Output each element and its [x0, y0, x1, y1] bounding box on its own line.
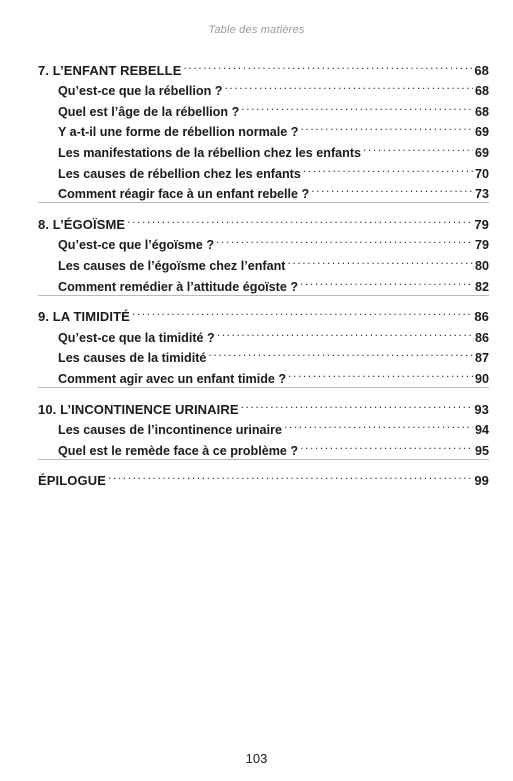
dot-leader: [183, 54, 472, 75]
toc-page-number: 68: [474, 84, 489, 99]
toc-chapter-entry: [38, 208, 489, 232]
toc-section-label: Les causes de rébellion chez les enfants: [58, 166, 301, 181]
table-of-contents: [38, 54, 489, 489]
dot-leader: [224, 75, 473, 96]
toc-chapter-label: 9. LA TIMIDITÉ: [38, 309, 130, 325]
toc-page-number: 87: [474, 351, 489, 366]
dot-leader: [301, 116, 473, 137]
toc-section-label: Comment agir avec un enfant timide ?: [58, 371, 287, 386]
toc-section-label: Les causes de la timidité: [58, 351, 207, 366]
toc-section-label: Qu’est-ce que la rébellion ?: [58, 84, 223, 99]
toc-page-number: 99: [474, 473, 489, 489]
toc-section-label: Les causes de l’incontinence urinaire: [58, 423, 282, 438]
dot-leader: [300, 434, 473, 455]
toc-page-number: 69: [474, 145, 489, 160]
toc-page-number: 79: [474, 238, 489, 253]
dot-leader: [303, 157, 473, 178]
dot-leader: [363, 136, 473, 157]
dot-leader: [300, 270, 473, 291]
toc-section-label: Quel est l’âge de la rébellion ?: [58, 104, 240, 119]
dot-leader: [127, 208, 472, 229]
dot-leader: [217, 321, 473, 342]
toc-section-label: Y a-t-il une forme de rébellion normale ?: [58, 125, 299, 140]
toc-page-number: 86: [474, 330, 489, 345]
dot-leader: [287, 249, 473, 270]
dot-leader: [284, 414, 473, 435]
toc-page-number: 68: [474, 104, 489, 119]
toc-section-label: Comment remédier à l’attitude égoïste ?: [58, 279, 299, 294]
toc-section-label: Comment réagir face à un enfant rebelle ?: [58, 187, 310, 202]
toc-chapter-entry: [38, 301, 489, 325]
page-number: 103: [245, 751, 268, 766]
toc-section-label: Quel est le remède face à ce problème ?: [58, 443, 299, 458]
toc-section-label: Qu’est-ce que l’égoïsme ?: [58, 238, 215, 253]
toc-page-number: 68: [474, 62, 489, 78]
toc-chapter-label: ÉPILOGUE: [38, 473, 106, 489]
toc-page-number: 90: [474, 371, 489, 386]
toc-page-number: 94: [474, 423, 489, 438]
dot-leader: [108, 465, 472, 486]
toc-chapter-label: 8. L’ÉGOÏSME: [38, 216, 126, 232]
toc-chapter-label: 7. L’ENFANT REBELLE: [38, 62, 182, 78]
toc-page-number: 73: [474, 187, 489, 202]
dot-leader: [311, 178, 473, 199]
dot-leader: [288, 362, 473, 383]
toc-chapter-entry: [38, 393, 489, 417]
toc-section-label: Les manifestations de la rébellion chez les enfants: [58, 145, 362, 160]
toc-page-number: 95: [474, 443, 489, 458]
toc-page-number: 82: [474, 279, 489, 294]
toc-chapter-entry: [38, 465, 489, 489]
toc-page-number: 93: [474, 401, 489, 417]
toc-page-number: 79: [474, 216, 489, 232]
running-header-title: Table des matières: [208, 24, 305, 36]
toc-page-number: 69: [474, 125, 489, 140]
dot-leader: [241, 393, 473, 414]
toc-chapter-entry: [38, 54, 489, 78]
dot-leader: [216, 229, 473, 250]
toc-section-label: Qu’est-ce que la timidité ?: [58, 330, 215, 345]
toc-section-label: Les causes de l’égoïsme chez l’enfant: [58, 258, 286, 273]
dot-leader: [241, 95, 473, 116]
dot-leader: [208, 342, 473, 363]
dot-leader: [132, 301, 472, 322]
toc-page-number: 80: [474, 258, 489, 273]
toc-page-number: 86: [474, 309, 489, 325]
toc-chapter-label: 10. L’INCONTINENCE URINAIRE: [38, 401, 239, 417]
toc-page-number: 70: [474, 166, 489, 181]
